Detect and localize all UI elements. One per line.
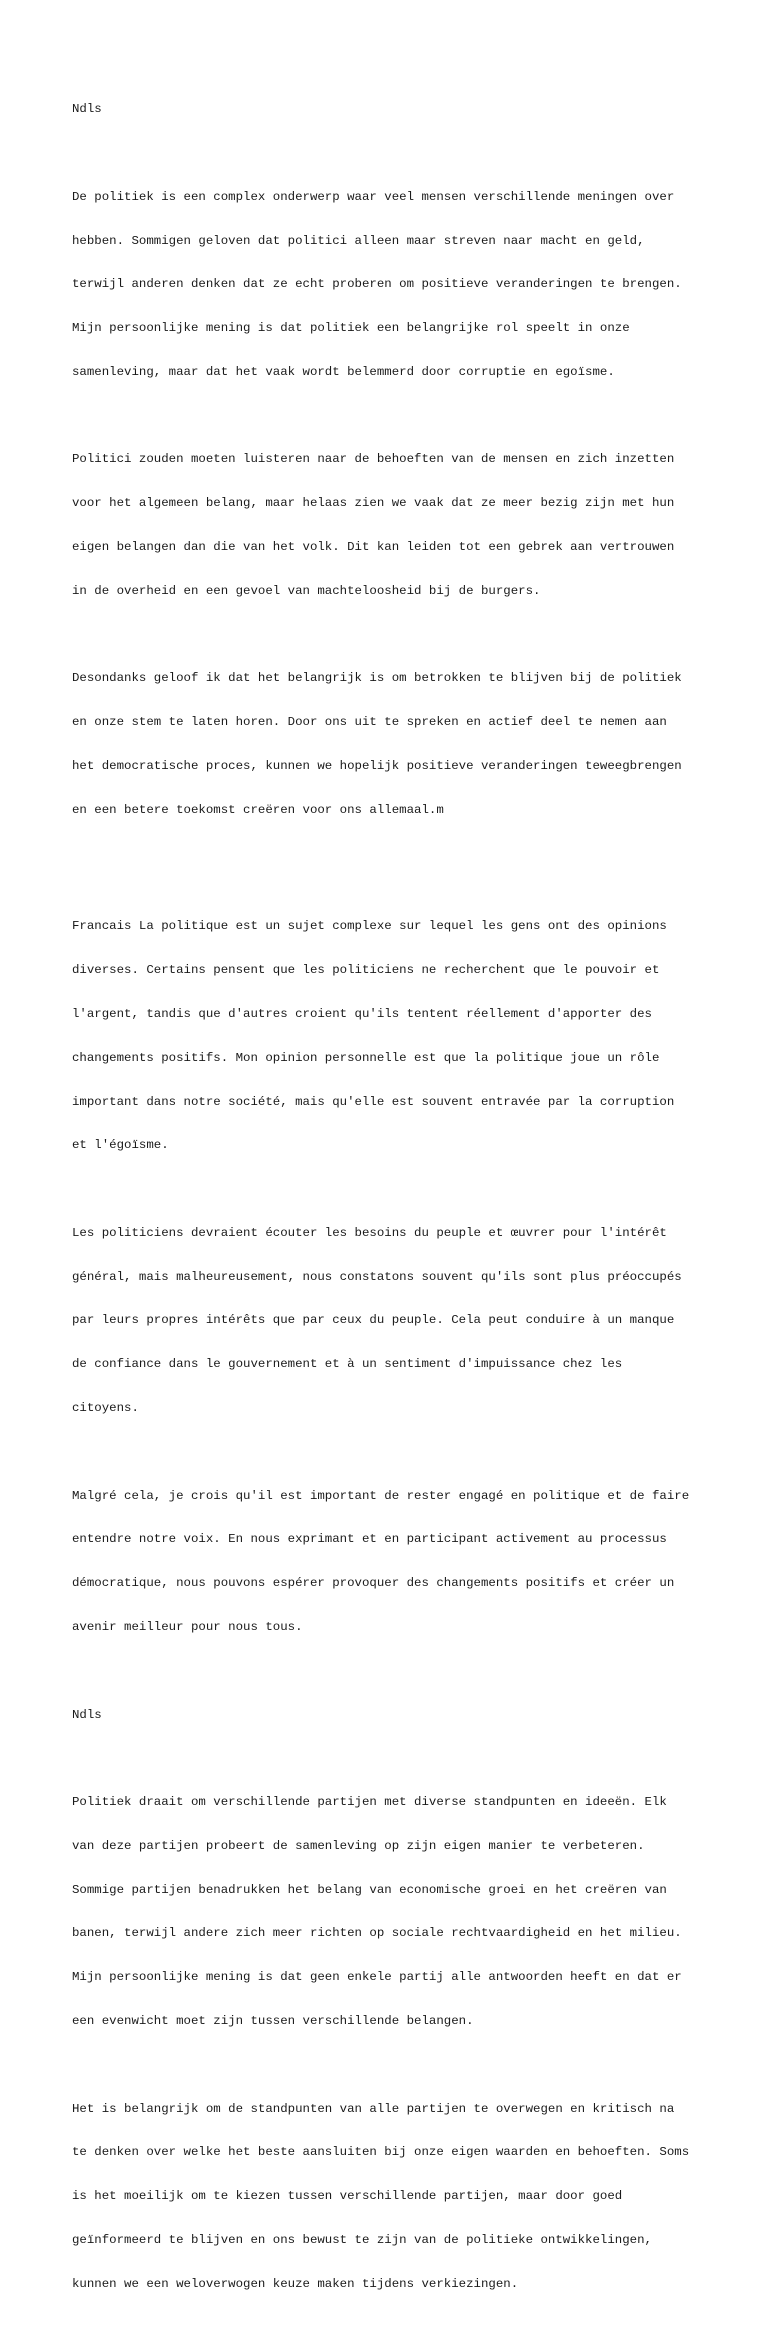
text-line: en een betere toekomst creëren voor ons allemaal.m — [72, 802, 444, 817]
text-line: diverses. Certains pensent que les politiciens ne recherchent que le pouvoir et — [72, 963, 660, 978]
text-line: is het moeilijk om te kiezen tussen verschillende partijen, maar door goed — [72, 2189, 623, 2204]
paragraph — [72, 161, 708, 409]
paragraph — [72, 2072, 708, 2320]
paragraph — [72, 423, 708, 627]
text-line: De politiek is een complex onderwerp waar veel mensen verschillende meningen over — [72, 189, 675, 204]
text-line: Het is belangrijk om de standpunten van alle partijen te overwegen en kritisch na — [72, 2101, 675, 2116]
text-line: een evenwicht moet zijn tussen verschillende belangen. — [72, 2013, 474, 2028]
text-line: samenleving, maar dat het vaak wordt belemmerd door corruptie en egoïsme. — [72, 364, 615, 379]
text-line: entendre notre voix. En nous exprimant et en participant activement au processus — [72, 1532, 667, 1547]
text-line: Les politiciens devraient écouter les besoins du peuple et œuvrer pour l'intérêt — [72, 1225, 667, 1240]
text-line: Politiek draait om verschillende partijen met diverse standpunten en ideeën. Elk — [72, 1795, 667, 1810]
section-heading-ndls — [72, 73, 708, 146]
text-line: changements positifs. Mon opinion personnelle est que la politique joue un rôle — [72, 1050, 660, 1065]
document-page — [72, 73, 708, 2335]
text-line: important dans notre société, mais qu'elle est souvent entravée par la corruption — [72, 1094, 675, 1109]
text-line: Desondanks geloof ik dat het belangrijk is om betrokken te blijven bij de politiek — [72, 671, 682, 686]
text-line: général, mais malheureusement, nous constatons souvent qu'ils sont plus préoccupés — [72, 1269, 682, 1284]
text-line: Malgré cela, je crois qu'il est important de rester engagé en politique et de faire — [72, 1488, 690, 1503]
paragraph — [72, 642, 708, 846]
text-line: Ndls — [72, 102, 102, 117]
text-line: te denken over welke het beste aansluiten bij onze eigen waarden en behoeften. Soms — [72, 2145, 690, 2160]
paragraph — [72, 1459, 708, 1663]
text-line: Francais La politique est un sujet complexe sur lequel les gens ont des opinions — [72, 919, 667, 934]
text-line: Politici zouden moeten luisteren naar de behoeften van de mensen en zich inzetten — [72, 452, 675, 467]
text-line: geïnformeerd te blijven en ons bewust te zijn van de politieke ontwikkelingen, — [72, 2232, 652, 2247]
paragraph — [72, 1197, 708, 1445]
paragraph — [72, 1766, 708, 2058]
paragraph — [72, 890, 708, 1182]
text-line: in de overheid en een gevoel van machteloosheid bij de burgers. — [72, 583, 541, 598]
text-line: het democratische proces, kunnen we hopelijk positieve veranderingen teweegbrengen — [72, 758, 682, 773]
text-line: Mijn persoonlijke mening is dat politiek een belangrijke rol speelt in onze — [72, 321, 630, 336]
text-line: terwijl anderen denken dat ze echt proberen om positieve veranderingen te brengen. — [72, 277, 682, 292]
text-line: et l'égoïsme. — [72, 1138, 169, 1153]
text-line: banen, terwijl andere zich meer richten op sociale rechtvaardigheid en het milieu. — [72, 1926, 682, 1941]
text-line: Sommige partijen benadrukken het belang van economische groei en het creëren van — [72, 1882, 667, 1897]
text-line: voor het algemeen belang, maar helaas zien we vaak dat ze meer bezig zijn met hun — [72, 496, 675, 511]
text-line: par leurs propres intérêts que par ceux du peuple. Cela peut conduire à un manque — [72, 1313, 675, 1328]
section-heading-ndls — [72, 1678, 708, 1751]
text-line: kunnen we een weloverwogen keuze maken tijdens verkiezingen. — [72, 2276, 519, 2291]
text-line: eigen belangen dan die van het volk. Dit kan leiden tot een gebrek aan vertrouwen — [72, 540, 675, 554]
text-line: Ndls — [72, 1707, 102, 1722]
text-line: en onze stem te laten horen. Door ons uit te spreken en actief deel te nemen aan — [72, 715, 667, 730]
text-line: démocratique, nous pouvons espérer provoquer des changements positifs et créer un — [72, 1576, 675, 1591]
text-line: Mijn persoonlijke mening is dat geen enkele partij alle antwoorden heeft en dat er — [72, 1970, 682, 1985]
text-line: van deze partijen probeert de samenleving op zijn eigen manier te verbeteren. — [72, 1838, 645, 1853]
text-line: citoyens. — [72, 1401, 139, 1416]
text-line: avenir meilleur pour nous tous. — [72, 1619, 303, 1634]
text-line: l'argent, tandis que d'autres croient qu'ils tentent réellement d'apporter des — [72, 1007, 652, 1022]
text-line: de confiance dans le gouvernement et à un sentiment d'impuissance chez les — [72, 1357, 623, 1372]
text-line: hebben. Sommigen geloven dat politici alleen maar streven naar macht en geld, — [72, 233, 645, 248]
